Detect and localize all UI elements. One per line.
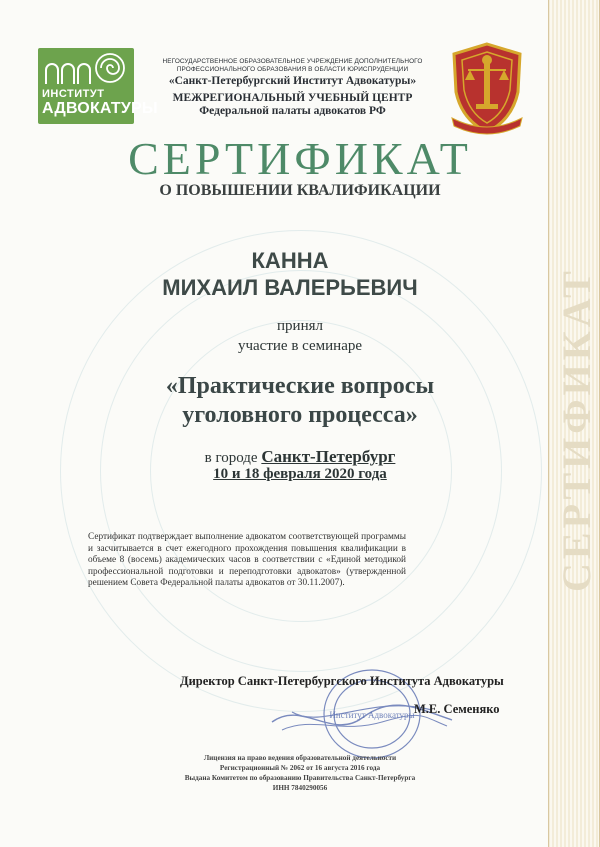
org-line2: ПРОФЕССИОНАЛЬНОГО ОБРАЗОВАНИЯ В ОБЛАСТИ ЮРИСПРУДЕНЦИИ xyxy=(176,66,409,73)
recipient-surname: КАННА xyxy=(251,248,329,273)
seminar-dates: 10 и 18 февраля 2020 года xyxy=(213,466,387,482)
license-line1: Лицензия на право ведения образовательной деятельности xyxy=(203,754,397,762)
seminar-topic-line2: уголовного процесса» xyxy=(182,402,418,428)
certificate-title: СЕРТИФИКАТ xyxy=(128,133,472,184)
signer-name: М.Е. Семеняко xyxy=(414,702,500,716)
city-line xyxy=(150,447,450,467)
org-line1: НЕГОСУДАРСТВЕННОЕ ОБРАЗОВАТЕЛЬНОЕ УЧРЕЖДЕНИЕ ДОПОЛНИТЕЛЬНОГО xyxy=(162,58,423,65)
license-line2: Регистрационный № 2062 от 16 августа 2016 года xyxy=(219,764,381,772)
institute-name: «Санкт-Петербургский Институт Адвокатуры» xyxy=(168,75,417,87)
participation-text: участие в семинаре xyxy=(237,338,363,354)
logo-text-line2: АДВОКАТУРЫ xyxy=(42,100,158,117)
seminar-topic-line1: «Практические вопросы xyxy=(165,373,435,399)
city-prefix: в городе xyxy=(204,450,258,466)
stamp-text: Институт Адвокатуры xyxy=(329,710,415,720)
center-line2: Федеральной палаты адвокатов РФ xyxy=(199,105,386,117)
institute-logo xyxy=(38,48,158,124)
director-title: Директор Санкт-Петербургского Института Адвокатуры xyxy=(180,674,504,688)
accepted-text: принял xyxy=(277,318,323,334)
license-inn: ИНН 7840290056 xyxy=(272,784,328,792)
band-watermark-text: СЕРТИФИКАТ xyxy=(554,267,599,593)
logo-arches-icon xyxy=(38,48,134,88)
city-name: Санкт-Петербург xyxy=(261,447,396,466)
certificate-description: Сертификат подтверждает выполнение адвокатом соответствующей программы и засчитывается в счет ежегодного прохождения повышения квалификации в объеме 8 (восемь) академических часов в соответствии с «Единой методикой профессиональной подготовки и переподготовки адвокатов» (утвержденной решением Совета Федеральной палаты адвокатов от 30.11.2007). xyxy=(88,532,406,588)
center-line1: МЕЖРЕГИОНАЛЬНЫЙ УЧЕБНЫЙ ЦЕНТР xyxy=(172,92,413,104)
certificate-subtitle: О ПОВЫШЕНИИ КВАЛИФИКАЦИИ xyxy=(159,182,441,199)
license-line3: Выдана Комитетом по образованию Правительства Санкт-Петербурга xyxy=(184,774,416,782)
recipient-given-names: МИХАИЛ ВАЛЕРЬЕВИЧ xyxy=(162,275,418,300)
bar-association-emblem-icon xyxy=(446,40,528,136)
logo-text-line1: ИНСТИТУТ xyxy=(42,88,105,100)
